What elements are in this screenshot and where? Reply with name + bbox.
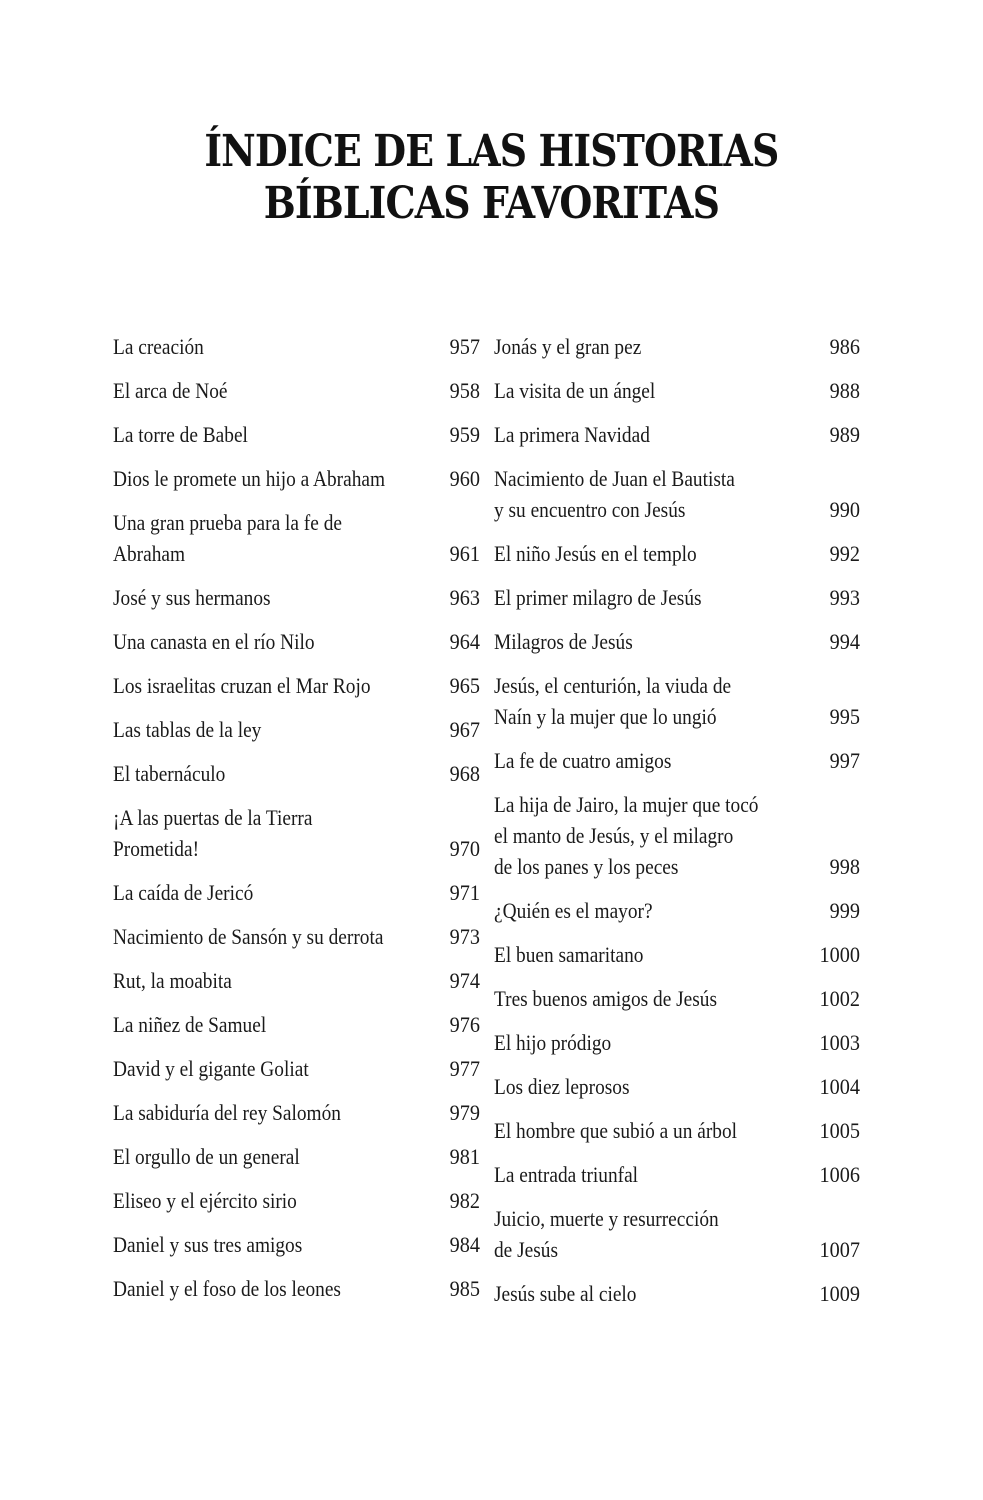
index-entry[interactable] [494, 669, 860, 732]
index-entry-title: La creación [113, 334, 204, 359]
index-entry[interactable] [494, 744, 860, 776]
index-entry-page-number: 961 [449, 541, 480, 566]
index-entry-page-number: 992 [829, 541, 860, 566]
index-entry[interactable] [494, 1158, 860, 1190]
index-entry[interactable] [494, 938, 860, 970]
index-entry-page-number: 988 [829, 378, 860, 403]
index-entry[interactable] [113, 920, 480, 952]
index-entry-page-number: 999 [829, 898, 860, 923]
index-entry-page-number: 1006 [819, 1162, 860, 1187]
index-entry[interactable] [494, 374, 860, 406]
index-column-right [494, 330, 860, 1321]
index-entry-page-number: 979 [449, 1100, 480, 1125]
index-entry-title: El orgullo de un general [113, 1144, 300, 1169]
index-entry-page-number: 1005 [819, 1118, 860, 1143]
index-entry-page-number: 971 [449, 880, 480, 905]
index-entry[interactable] [113, 876, 480, 908]
index-entry-page-number: 986 [829, 334, 860, 359]
index-entry-title: La sabiduría del rey Salomón [113, 1100, 341, 1125]
index-entry-page-number: 1002 [819, 986, 860, 1011]
index-entry-page-number: 957 [449, 334, 480, 359]
index-entry[interactable] [494, 462, 860, 525]
index-entry-title: El niño Jesús en el templo [494, 541, 697, 566]
index-entry-title: David y el gigante Goliat [113, 1056, 309, 1081]
index-entry-title: Los israelitas cruzan el Mar Rojo [113, 673, 371, 698]
index-entry-page-number: 977 [449, 1056, 480, 1081]
index-entry-title: El tabernáculo [113, 761, 226, 786]
index-entry-title: La torre de Babel [113, 422, 248, 447]
index-entry-title: El primer milagro de Jesús [494, 585, 702, 610]
index-entry[interactable] [494, 788, 860, 882]
index-entry[interactable] [113, 418, 480, 450]
index-entry-page-number: 1007 [819, 1237, 860, 1262]
index-entry-title: Nacimiento de Sansón y su derrota [113, 924, 384, 949]
index-entry-title: Rut, la moabita [113, 968, 232, 993]
index-entry-page-number: 994 [829, 629, 860, 654]
index-entry-title: Tres buenos amigos de Jesús [494, 986, 718, 1011]
index-entry[interactable] [113, 757, 480, 789]
index-entry-page-number: 1004 [819, 1074, 860, 1099]
index-entry-title: José y sus hermanos [113, 585, 271, 610]
index-entry-title: Daniel y el foso de los leones [113, 1276, 341, 1301]
index-entry-title: Jesús sube al cielo [494, 1281, 637, 1306]
index-entry-page-number: 965 [449, 673, 480, 698]
page-title [69, 126, 914, 230]
index-entry-page-number: 1000 [819, 942, 860, 967]
index-entry-title: Dios le promete un hijo a Abraham [113, 466, 386, 491]
page-title-line-1: ÍNDICE DE LAS HISTORIAS [204, 126, 779, 177]
index-entry[interactable] [113, 581, 480, 613]
index-entry-title: ¿Quién es el mayor? [494, 898, 653, 923]
index-entry-title: Milagros de Jesús [494, 629, 633, 654]
index-entry-title: La niñez de Samuel [113, 1012, 267, 1037]
index-entry-page-number: 998 [829, 854, 860, 879]
index-entry[interactable] [494, 894, 860, 926]
index-entry[interactable] [113, 964, 480, 996]
index-entry[interactable] [113, 1052, 480, 1084]
index-entry-page-number: 960 [449, 466, 480, 491]
index-entry[interactable] [494, 537, 860, 569]
index-entry-page-number: 997 [829, 748, 860, 773]
index-entry-page-number: 985 [449, 1276, 480, 1301]
index-entry-title: Daniel y sus tres amigos [113, 1232, 303, 1257]
index-entry-page-number: 974 [449, 968, 480, 993]
index-entry-page-number: 958 [449, 378, 480, 403]
index-entry[interactable] [494, 982, 860, 1014]
index-entry-title: Las tablas de la ley [113, 717, 262, 742]
index-entry[interactable] [494, 1070, 860, 1102]
index-entry[interactable] [494, 330, 860, 362]
index-entry[interactable] [113, 506, 480, 569]
index-entry[interactable] [113, 330, 480, 362]
index-entry-page-number: 970 [449, 836, 480, 861]
index-entry-title: Jonás y el gran pez [494, 334, 642, 359]
index-entry-page-number: 989 [829, 422, 860, 447]
index-entry-title: El buen samaritano [494, 942, 644, 967]
index-entry[interactable] [494, 625, 860, 657]
index-entry-title: Nacimiento de Juan el Bautista y su encuentro con Jesús [494, 466, 735, 522]
index-entry[interactable] [113, 713, 480, 745]
index-entry-title: La entrada triunfal [494, 1162, 639, 1187]
index-entry-page-number: 1003 [819, 1030, 860, 1055]
index-entry[interactable] [113, 1228, 480, 1260]
index-entry-page-number: 964 [449, 629, 480, 654]
index-entry-page-number: 993 [829, 585, 860, 610]
index-entry[interactable] [113, 1272, 480, 1304]
index-entry-title: Una canasta en el río Nilo [113, 629, 315, 654]
index-entry-page-number: 976 [449, 1012, 480, 1037]
index-entry-page-number: 984 [449, 1232, 480, 1257]
index-entry[interactable] [113, 1140, 480, 1172]
index-entry-title: El arca de Noé [113, 378, 228, 403]
index-entry-title: La hija de Jairo, la mujer que tocó el manto de Jesús, y el milagro de los panes y los peces [494, 792, 759, 879]
index-entry[interactable] [113, 625, 480, 657]
index-entry-title: La visita de un ángel [494, 378, 656, 403]
page-title-line-2: BÍBLICAS FAVORITAS [263, 178, 720, 229]
index-entry[interactable] [494, 418, 860, 450]
index-entry-title: La caída de Jericó [113, 880, 254, 905]
index-entry-page-number: 982 [449, 1188, 480, 1213]
index-column-left [113, 330, 480, 1316]
index-entry[interactable] [494, 1202, 860, 1265]
index-entry-page-number: 963 [449, 585, 480, 610]
index-entry[interactable] [113, 462, 480, 494]
index-entry-title: La fe de cuatro amigos [494, 748, 672, 773]
index-entry-page-number: 995 [829, 704, 860, 729]
index-entry-page-number: 981 [449, 1144, 480, 1169]
index-entry-page-number: 968 [449, 761, 480, 786]
index-entry-title: Jesús, el centurión, la viuda de Naín y la mujer que lo ungió [494, 673, 732, 729]
index-entry[interactable] [113, 801, 480, 864]
index-entry-title: Juicio, muerte y resurrección de Jesús [494, 1206, 719, 1262]
index-entry-page-number: 990 [829, 497, 860, 522]
index-entry-title: El hombre que subió a un árbol [494, 1118, 738, 1143]
index-entry[interactable] [494, 1277, 860, 1309]
index-entry[interactable] [494, 1026, 860, 1058]
index-entry-title: El hijo pródigo [494, 1030, 612, 1055]
index-entry-page-number: 967 [449, 717, 480, 742]
index-entry-title: Una gran prueba para la fe de Abraham [113, 510, 342, 566]
index-entry[interactable] [494, 1114, 860, 1146]
index-entry-page-number: 959 [449, 422, 480, 447]
index-entry[interactable] [113, 1008, 480, 1040]
index-entry-page-number: 1009 [819, 1281, 860, 1306]
index-entry-title: ¡A las puertas de la Tierra Prometida! [113, 805, 313, 861]
index-entry-title: Eliseo y el ejército sirio [113, 1188, 297, 1213]
index-entry[interactable] [494, 581, 860, 613]
index-entry-title: Los diez leprosos [494, 1074, 630, 1099]
index-entry-title: La primera Navidad [494, 422, 650, 447]
index-entry-page-number: 973 [449, 924, 480, 949]
index-entry[interactable] [113, 1096, 480, 1128]
index-entry[interactable] [113, 374, 480, 406]
index-entry[interactable] [113, 1184, 480, 1216]
index-entry[interactable] [113, 669, 480, 701]
